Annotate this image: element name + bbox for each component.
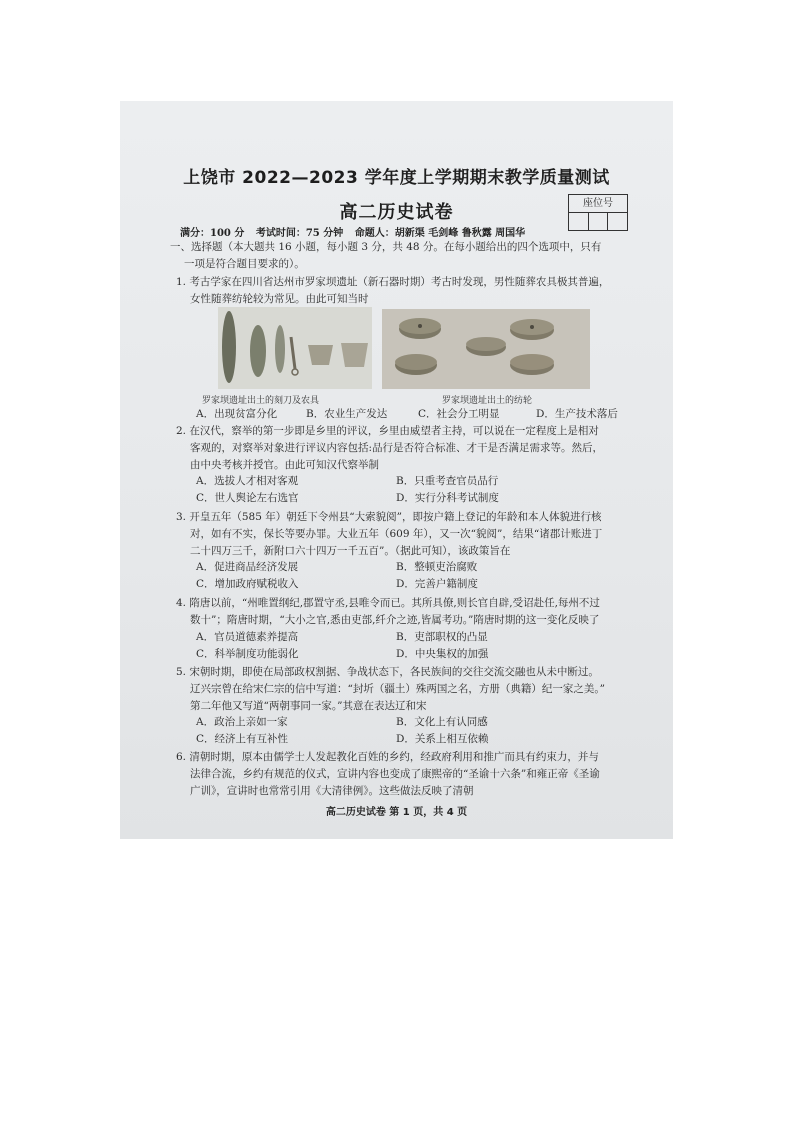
score-text: 满分：100 分: [180, 228, 245, 239]
q4-option-c: C．科举制度功能弱化: [196, 648, 299, 660]
authors-text: 命题人：胡新渠 毛剑峰 鲁秋露 周国华: [354, 228, 526, 239]
caption-tools: 罗家坝遗址出土的刻刀及农具: [202, 396, 320, 406]
q6-stem-3: 广训》，宣讲时也常常引用《大清律例》。这些做法反映了清朝: [190, 785, 474, 797]
q3-option-a: A．促进商品经济发展: [196, 561, 299, 573]
q4-stem-2: 数十”；隋唐时期，“大小之官,悉由吏部,纤介之迹,皆属考功。”隋唐时期的这一变化反映了: [190, 614, 600, 626]
exam-subtitle: 高二历史试卷: [339, 202, 454, 223]
exam-title: 上饶市 2022—2023 学年度上学期期末教学质量测试: [183, 168, 610, 188]
q1-options: [196, 406, 636, 423]
q5-options: [196, 714, 636, 748]
q1-stem-2: 女性随葬纺轮较为常见。由此可知当时: [190, 293, 369, 305]
exam-photo: [120, 101, 673, 839]
q1-option-a: A．出现贫富分化: [196, 408, 278, 420]
caption-whorls: 罗家坝遗址出土的纺轮: [442, 396, 533, 406]
q3-stem-2: 对，如有不实，保长等要办罪。大业五年（609 年），又一次“貌阅”，结果“诸郡计账进丁: [190, 528, 603, 540]
q4-option-a: A．官员道德素养提高: [196, 631, 299, 643]
q2-stem-1: 2. 在汉代，察举的第一步即是乡里的评议，乡里由威望者主持，可以说在一定程度上是相对: [176, 425, 599, 437]
q5-option-d: D．关系上相互依赖: [396, 733, 489, 745]
q4-option-b: B．吏部职权的凸显: [396, 631, 488, 643]
spindle-whorls-image: [382, 309, 590, 389]
seat-number-box: [568, 194, 628, 231]
q6-stem-2: 法律合流，乡约有规范的仪式，宣讲内容也变成了康熙帝的“圣谕十六条”和雍正帝《圣谕: [190, 768, 600, 780]
q2-option-d: D．实行分科考试制度: [396, 492, 499, 504]
q5-option-b: B．文化上有认同感: [396, 716, 488, 728]
q1-option-c: C．社会分工明显: [418, 408, 500, 420]
q3-option-c: C．增加政府赋税收入: [196, 578, 299, 590]
exam-meta: [180, 224, 533, 239]
q2-option-c: C．世人舆论左右选官: [196, 492, 299, 504]
q5-option-c: C．经济上有互补性: [196, 733, 289, 745]
artifact-tools-image: [218, 307, 372, 389]
q3-options: [196, 559, 636, 593]
q1-option-d: D．生产技术落后: [536, 408, 618, 420]
q3-option-b: B．整顿吏治腐败: [396, 561, 478, 573]
q4-stem-1: 4. 隋唐以前，“州唯置纲纪,郡置守丞,县唯令而已。其所具僚,则长官自辟,受诏赴任,每州不过: [176, 597, 600, 609]
q1-stem-1: 1. 考古学家在四川省达州市罗家坝遗址（新石器时期）考古时发现，男性随葬农具极其普遍，: [176, 276, 610, 288]
q2-option-b: B．只重考查官员品行: [396, 475, 499, 487]
q2-options: [196, 473, 636, 507]
q5-stem-3: 第二年他又写道“两朝事同一家。”其意在表达辽和宋: [190, 700, 427, 712]
q2-option-a: A．选拔人才相对客观: [196, 475, 299, 487]
q4-options: [196, 629, 636, 663]
q5-stem-1: 5. 宋朝时期，即使在局部政权割据、争战状态下，各民族间的交往交流交融也从未中断过。: [176, 666, 599, 678]
q2-stem-2: 客观的，对察举对象进行评议内容包括:品行是否符合标准、才干是否满足需求等。然后，: [190, 442, 604, 454]
q3-option-d: D．完善户籍制度: [396, 578, 478, 590]
q5-option-a: A．政治上亲如一家: [196, 716, 288, 728]
time-text: 考试时间：75 分钟: [255, 228, 344, 239]
q5-stem-2: 辽兴宗曾在给宋仁宗的信中写道：“封圻（疆土）殊两国之名，方册（典籍）纪一家之美。”: [190, 683, 605, 695]
q1-option-b: B．农业生产发达: [306, 408, 388, 420]
q6-stem-1: 6. 清朝时期，原本由儒学士人发起教化百姓的乡约，经政府利用和推广而具有约束力，并与: [176, 751, 599, 763]
q4-option-d: D．中央集权的加强: [396, 648, 489, 660]
page-footer: 高二历史试卷 第 1 页，共 4 页: [325, 807, 468, 818]
q2-stem-3: 由中央考核并授官。由此可知汉代察举制: [190, 459, 379, 471]
section1-line1: 一、选择题（本大题共 16 小题，每小题 3 分，共 48 分。在每小题给出的四个选项中，只有: [170, 241, 602, 253]
section1-line2: 一项是符合题目要求的）。: [184, 258, 305, 270]
seat-label: 座位号: [569, 195, 627, 213]
q3-stem-3: 二十四万三千，新附口六十四万一千五百”。（据此可知），该政策旨在: [190, 545, 511, 557]
q3-stem-1: 3. 开皇五年（585 年）朝廷下令州县“大索貌阅”，即按户籍上登记的年龄和本人体貌进行核: [176, 511, 602, 523]
